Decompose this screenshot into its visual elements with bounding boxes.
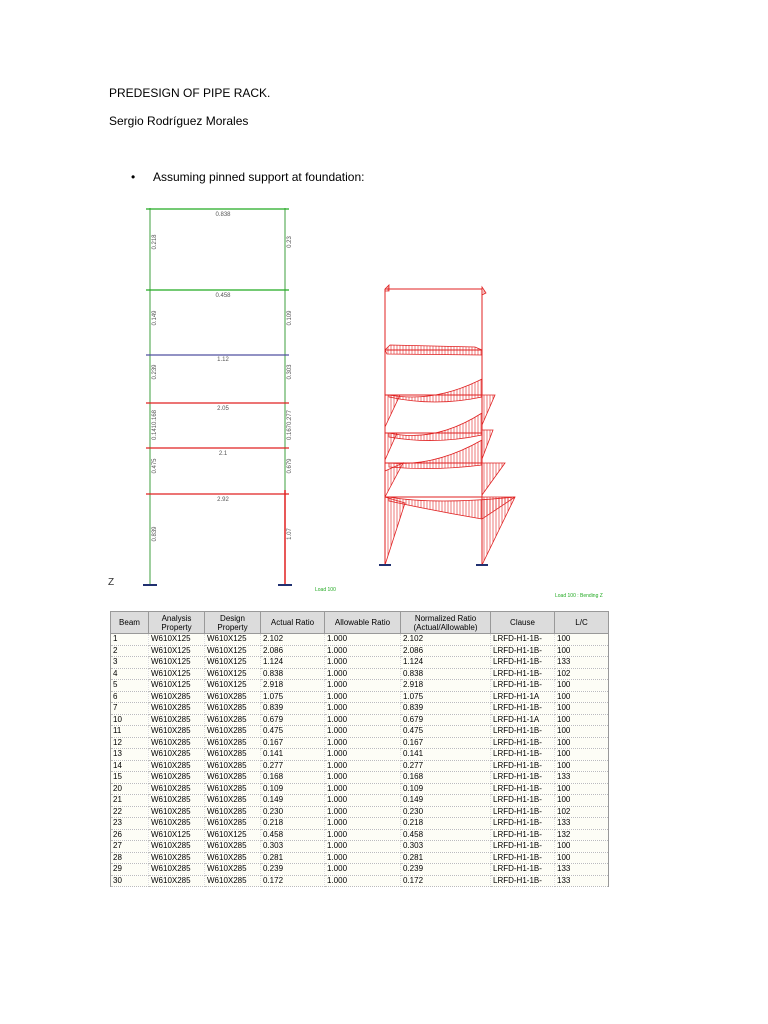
table-cell: 1.000 bbox=[325, 726, 401, 738]
ratio-frame-diagram bbox=[110, 200, 350, 592]
table-cell: 21 bbox=[111, 795, 149, 807]
right-load-label: Load 100 : Bending Z bbox=[555, 593, 603, 599]
table-cell: 1.000 bbox=[325, 714, 401, 726]
table-cell: W610X285 bbox=[205, 783, 261, 795]
table-cell: W610X285 bbox=[205, 760, 261, 772]
table-cell: W610X285 bbox=[149, 841, 205, 853]
table-cell: LRFD-H1-1A bbox=[491, 691, 555, 703]
table-cell: 133 bbox=[555, 657, 609, 669]
table-cell: 0.168 bbox=[261, 772, 325, 784]
table-row[interactable] bbox=[111, 875, 609, 887]
table-row[interactable] bbox=[111, 726, 609, 738]
moment-level-3 bbox=[389, 379, 482, 402]
table-cell: 132 bbox=[555, 829, 609, 841]
table-cell: LRFD-H1-1B- bbox=[491, 829, 555, 841]
column-header[interactable]: Normalized Ratio (Actual/Allowable) bbox=[401, 612, 491, 634]
left-col-label-4: 0.1410.168 bbox=[152, 409, 158, 441]
column-header[interactable]: Beam bbox=[111, 612, 149, 634]
table-row[interactable] bbox=[111, 749, 609, 761]
column-header[interactable]: Actual Ratio bbox=[261, 612, 325, 634]
table-cell: 0.109 bbox=[261, 783, 325, 795]
left-col-label-5: 0.475 bbox=[152, 458, 158, 474]
table-cell: 0.679 bbox=[261, 714, 325, 726]
table-cell: 0.109 bbox=[401, 783, 491, 795]
table-cell: W610X285 bbox=[149, 691, 205, 703]
table-cell: W610X285 bbox=[205, 703, 261, 715]
table-cell: LRFD-H1-1A bbox=[491, 714, 555, 726]
bullet-dot-icon: • bbox=[131, 170, 136, 184]
table-cell: LRFD-H1-1B- bbox=[491, 668, 555, 680]
table-row[interactable] bbox=[111, 668, 609, 680]
table-cell: 100 bbox=[555, 737, 609, 749]
table-cell: 133 bbox=[555, 772, 609, 784]
table-cell: 0.141 bbox=[261, 749, 325, 761]
table-cell: LRFD-H1-1B- bbox=[491, 783, 555, 795]
table-cell: 100 bbox=[555, 691, 609, 703]
table-cell: W610X285 bbox=[205, 795, 261, 807]
column-header[interactable]: L/C bbox=[555, 612, 609, 634]
moment-right-column-3 bbox=[482, 463, 505, 495]
table-cell: W610X285 bbox=[205, 875, 261, 887]
table-cell: 0.172 bbox=[401, 875, 491, 887]
table-cell: W610X285 bbox=[149, 749, 205, 761]
table-cell: 0.149 bbox=[401, 795, 491, 807]
table-cell: W610X285 bbox=[205, 726, 261, 738]
beam-labels bbox=[215, 212, 231, 503]
table-cell: 2.102 bbox=[401, 634, 491, 646]
table-cell: 133 bbox=[555, 818, 609, 830]
moment-right-column-2 bbox=[482, 430, 493, 459]
table-cell: W610X285 bbox=[149, 864, 205, 876]
table-cell: 0.230 bbox=[401, 806, 491, 818]
table-cell: W610X285 bbox=[149, 806, 205, 818]
table-cell: 0.218 bbox=[401, 818, 491, 830]
moment-right-column-4 bbox=[482, 497, 515, 565]
table-cell: 2.918 bbox=[261, 680, 325, 692]
beam-label-6: 2.92 bbox=[217, 497, 229, 503]
moment-diagrams bbox=[385, 285, 515, 565]
table-cell: LRFD-H1-1B- bbox=[491, 726, 555, 738]
table-cell: 1.124 bbox=[261, 657, 325, 669]
table-cell: LRFD-H1-1B- bbox=[491, 795, 555, 807]
table-cell: LRFD-H1-1B- bbox=[491, 841, 555, 853]
table-row[interactable] bbox=[111, 691, 609, 703]
beam-label-2: 0.458 bbox=[215, 293, 231, 299]
table-cell: 0.475 bbox=[401, 726, 491, 738]
table-cell: W610X285 bbox=[205, 841, 261, 853]
table-cell: 1.000 bbox=[325, 783, 401, 795]
table-cell: LRFD-H1-1B- bbox=[491, 645, 555, 657]
axis-z-label: Z bbox=[108, 577, 115, 588]
table-cell: 22 bbox=[111, 806, 149, 818]
table-cell: 26 bbox=[111, 829, 149, 841]
table-cell: W610X285 bbox=[205, 714, 261, 726]
table-cell: 102 bbox=[555, 806, 609, 818]
table-cell: 15 bbox=[111, 772, 149, 784]
table-cell: W610X285 bbox=[149, 760, 205, 772]
table-cell: 29 bbox=[111, 864, 149, 876]
table-cell: 0.679 bbox=[401, 714, 491, 726]
table-cell: LRFD-H1-1B- bbox=[491, 760, 555, 772]
table-cell: 100 bbox=[555, 634, 609, 646]
table-cell: 133 bbox=[555, 875, 609, 887]
bending-moment-diagram bbox=[345, 275, 610, 601]
left-column-labels bbox=[152, 234, 158, 542]
table-cell: W610X285 bbox=[205, 772, 261, 784]
table-cell: 100 bbox=[555, 749, 609, 761]
table-cell: 0.475 bbox=[261, 726, 325, 738]
table-cell: LRFD-H1-1B- bbox=[491, 657, 555, 669]
table-cell: LRFD-H1-1B- bbox=[491, 852, 555, 864]
table-cell: 0.168 bbox=[401, 772, 491, 784]
table-row[interactable] bbox=[111, 772, 609, 784]
moment-top bbox=[385, 285, 486, 295]
table-row[interactable] bbox=[111, 760, 609, 772]
right-col-label-4: 0.1670.277 bbox=[287, 409, 293, 441]
table-cell: 100 bbox=[555, 714, 609, 726]
table-cell: 2.918 bbox=[401, 680, 491, 692]
table-cell: W610X285 bbox=[205, 818, 261, 830]
table-row[interactable] bbox=[111, 829, 609, 841]
table-cell: 10 bbox=[111, 714, 149, 726]
table-cell: 1.000 bbox=[325, 829, 401, 841]
table-cell: W610X125 bbox=[205, 657, 261, 669]
table-cell: 1.000 bbox=[325, 852, 401, 864]
table-cell: 0.458 bbox=[401, 829, 491, 841]
table-cell: 1.075 bbox=[261, 691, 325, 703]
table-cell: 1.000 bbox=[325, 691, 401, 703]
table-cell: 1.000 bbox=[325, 841, 401, 853]
table-cell: W610X125 bbox=[149, 668, 205, 680]
table-cell: 100 bbox=[555, 680, 609, 692]
table-row[interactable] bbox=[111, 852, 609, 864]
table-cell: 0.167 bbox=[401, 737, 491, 749]
moment-left-column-1 bbox=[385, 395, 400, 427]
table-cell: 100 bbox=[555, 841, 609, 853]
table-row[interactable] bbox=[111, 645, 609, 657]
table-cell: 0.303 bbox=[261, 841, 325, 853]
table-cell: 100 bbox=[555, 760, 609, 772]
moment-left-column-4 bbox=[385, 497, 405, 565]
table-cell: 0.239 bbox=[261, 864, 325, 876]
table-cell: 1.000 bbox=[325, 703, 401, 715]
table-cell: 20 bbox=[111, 783, 149, 795]
table-cell: 1.000 bbox=[325, 806, 401, 818]
table-cell: W610X125 bbox=[149, 657, 205, 669]
table-cell: 1.075 bbox=[401, 691, 491, 703]
table-cell: 0.239 bbox=[401, 864, 491, 876]
table-row[interactable] bbox=[111, 864, 609, 876]
table-cell: 0.141 bbox=[401, 749, 491, 761]
right-col-label-3: 0.303 bbox=[287, 364, 293, 380]
table-cell: 6 bbox=[111, 691, 149, 703]
table-row[interactable] bbox=[111, 703, 609, 715]
table-cell: W610X125 bbox=[149, 829, 205, 841]
table-cell: W610X125 bbox=[205, 634, 261, 646]
column-header[interactable]: Allowable Ratio bbox=[325, 612, 401, 634]
table-cell: LRFD-H1-1B- bbox=[491, 634, 555, 646]
column-header[interactable]: Design Property bbox=[205, 612, 261, 634]
table-cell: 1.000 bbox=[325, 864, 401, 876]
table-cell: W610X125 bbox=[205, 829, 261, 841]
bullet-text: Assuming pinned support at foundation: bbox=[153, 170, 365, 184]
table-cell: 1.124 bbox=[401, 657, 491, 669]
table-cell: 23 bbox=[111, 818, 149, 830]
document-title: PREDESIGN OF PIPE RACK. bbox=[109, 86, 271, 100]
table-row[interactable] bbox=[111, 818, 609, 830]
table-cell: 2.086 bbox=[261, 645, 325, 657]
moment-right-column-1 bbox=[482, 395, 495, 425]
table-cell: 1.000 bbox=[325, 668, 401, 680]
table-row[interactable] bbox=[111, 657, 609, 669]
table-cell: 2.086 bbox=[401, 645, 491, 657]
table-cell: W610X285 bbox=[149, 726, 205, 738]
table-row[interactable] bbox=[111, 680, 609, 692]
moment-level-2 bbox=[385, 345, 482, 355]
frame-columns bbox=[150, 208, 285, 585]
table-cell: 100 bbox=[555, 703, 609, 715]
table-cell: 1.000 bbox=[325, 818, 401, 830]
table-row[interactable] bbox=[111, 806, 609, 818]
moment-level-5 bbox=[389, 440, 482, 469]
table-cell: LRFD-H1-1B- bbox=[491, 680, 555, 692]
table-cell: W610X285 bbox=[149, 737, 205, 749]
table-cell: 0.281 bbox=[401, 852, 491, 864]
table-cell: 0.277 bbox=[401, 760, 491, 772]
table-cell: 100 bbox=[555, 852, 609, 864]
table-cell: 4 bbox=[111, 668, 149, 680]
moment-level-4 bbox=[389, 413, 482, 441]
table-cell: 1 bbox=[111, 634, 149, 646]
table-cell: 0.838 bbox=[261, 668, 325, 680]
beam-label-3: 1.12 bbox=[217, 357, 229, 363]
left-col-label-2: 0.149 bbox=[152, 310, 158, 326]
moment-left-column-2 bbox=[385, 433, 397, 460]
table-cell: 14 bbox=[111, 760, 149, 772]
table-cell: 100 bbox=[555, 645, 609, 657]
table-cell: W610X285 bbox=[149, 772, 205, 784]
table-cell: 1.000 bbox=[325, 645, 401, 657]
bullet-item bbox=[131, 170, 364, 184]
table-cell: W610X285 bbox=[149, 875, 205, 887]
table-cell: W610X285 bbox=[205, 691, 261, 703]
table-cell: W610X285 bbox=[149, 818, 205, 830]
table-cell: 0.458 bbox=[261, 829, 325, 841]
table-cell: 0.839 bbox=[401, 703, 491, 715]
table-cell: 0.838 bbox=[401, 668, 491, 680]
table-cell: 1.000 bbox=[325, 772, 401, 784]
left-col-label-1: 0.218 bbox=[152, 234, 158, 250]
table-cell: W610X285 bbox=[149, 703, 205, 715]
table-cell: 0.218 bbox=[261, 818, 325, 830]
table-cell: LRFD-H1-1B- bbox=[491, 703, 555, 715]
table-cell: LRFD-H1-1B- bbox=[491, 875, 555, 887]
table-cell: W610X285 bbox=[149, 795, 205, 807]
table-cell: 0.277 bbox=[261, 760, 325, 772]
table-cell: 100 bbox=[555, 783, 609, 795]
table-cell: 28 bbox=[111, 852, 149, 864]
table-row[interactable] bbox=[111, 783, 609, 795]
table-cell: W610X285 bbox=[205, 737, 261, 749]
table-cell: W610X125 bbox=[205, 645, 261, 657]
table-cell: LRFD-H1-1B- bbox=[491, 864, 555, 876]
table-cell: 100 bbox=[555, 795, 609, 807]
table-cell: W610X125 bbox=[149, 680, 205, 692]
table-cell: W610X285 bbox=[205, 852, 261, 864]
beam-label-1: 0.838 bbox=[215, 212, 231, 218]
table-cell: 1.000 bbox=[325, 749, 401, 761]
table-cell: 12 bbox=[111, 737, 149, 749]
table-cell: 0.839 bbox=[261, 703, 325, 715]
table-cell: W610X125 bbox=[149, 634, 205, 646]
right-col-label-6: 1.07 bbox=[287, 528, 293, 540]
right-col-label-1: 0.23 bbox=[287, 236, 293, 248]
table-cell: LRFD-H1-1B- bbox=[491, 818, 555, 830]
table-cell: 30 bbox=[111, 875, 149, 887]
table-cell: 1.000 bbox=[325, 634, 401, 646]
table-cell: 0.172 bbox=[261, 875, 325, 887]
left-col-label-6: 0.839 bbox=[152, 526, 158, 542]
table-cell: W610X285 bbox=[205, 806, 261, 818]
table-cell: LRFD-H1-1B- bbox=[491, 737, 555, 749]
table-cell: W610X285 bbox=[149, 852, 205, 864]
table-cell: W610X285 bbox=[149, 783, 205, 795]
table-body bbox=[111, 634, 609, 887]
table-cell: 102 bbox=[555, 668, 609, 680]
table-header-row bbox=[111, 612, 609, 634]
beam-label-4: 2.05 bbox=[217, 406, 229, 412]
table-cell: LRFD-H1-1B- bbox=[491, 806, 555, 818]
right-col-label-5: 0.679 bbox=[287, 458, 293, 474]
table-cell: 2 bbox=[111, 645, 149, 657]
table-cell: 1.000 bbox=[325, 875, 401, 887]
table-cell: 1.000 bbox=[325, 760, 401, 772]
beam-label-5: 2.1 bbox=[218, 451, 228, 457]
left-load-label: Load 100 bbox=[315, 587, 336, 592]
table-cell: 2.102 bbox=[261, 634, 325, 646]
table-row[interactable] bbox=[111, 841, 609, 853]
table-cell: 0.167 bbox=[261, 737, 325, 749]
table-cell: 11 bbox=[111, 726, 149, 738]
table-cell: LRFD-H1-1B- bbox=[491, 749, 555, 761]
column-header[interactable]: Analysis Property bbox=[149, 612, 205, 634]
table-cell: LRFD-H1-1B- bbox=[491, 772, 555, 784]
right-col-label-2: 0.109 bbox=[287, 310, 293, 326]
table-cell: 1.000 bbox=[325, 737, 401, 749]
left-col-label-3: 0.239 bbox=[152, 364, 158, 380]
table-cell: 3 bbox=[111, 657, 149, 669]
frame-beams bbox=[146, 209, 289, 494]
table-cell: W610X285 bbox=[205, 749, 261, 761]
table-cell: W610X285 bbox=[205, 864, 261, 876]
table-row[interactable] bbox=[111, 714, 609, 726]
table-cell: 1.000 bbox=[325, 680, 401, 692]
table-cell: 5 bbox=[111, 680, 149, 692]
table-cell: 0.281 bbox=[261, 852, 325, 864]
table-cell: W610X285 bbox=[149, 714, 205, 726]
table-cell: W610X125 bbox=[149, 645, 205, 657]
table-cell: 0.303 bbox=[401, 841, 491, 853]
table-cell: 100 bbox=[555, 726, 609, 738]
design-ratio-table bbox=[110, 611, 609, 887]
table-row[interactable] bbox=[111, 634, 609, 646]
table-cell: 1.000 bbox=[325, 795, 401, 807]
column-header[interactable]: Clause bbox=[491, 612, 555, 634]
table-cell: 7 bbox=[111, 703, 149, 715]
table-cell: W610X125 bbox=[205, 680, 261, 692]
document-author: Sergio Rodríguez Morales bbox=[109, 114, 249, 128]
table-cell: 0.149 bbox=[261, 795, 325, 807]
table-cell: 0.230 bbox=[261, 806, 325, 818]
table-cell: 27 bbox=[111, 841, 149, 853]
table-cell: 1.000 bbox=[325, 657, 401, 669]
moment-left-column-3 bbox=[385, 463, 403, 497]
table-cell: 133 bbox=[555, 864, 609, 876]
table-row[interactable] bbox=[111, 795, 609, 807]
table-row[interactable] bbox=[111, 737, 609, 749]
table-cell: 13 bbox=[111, 749, 149, 761]
table-cell: W610X125 bbox=[205, 668, 261, 680]
